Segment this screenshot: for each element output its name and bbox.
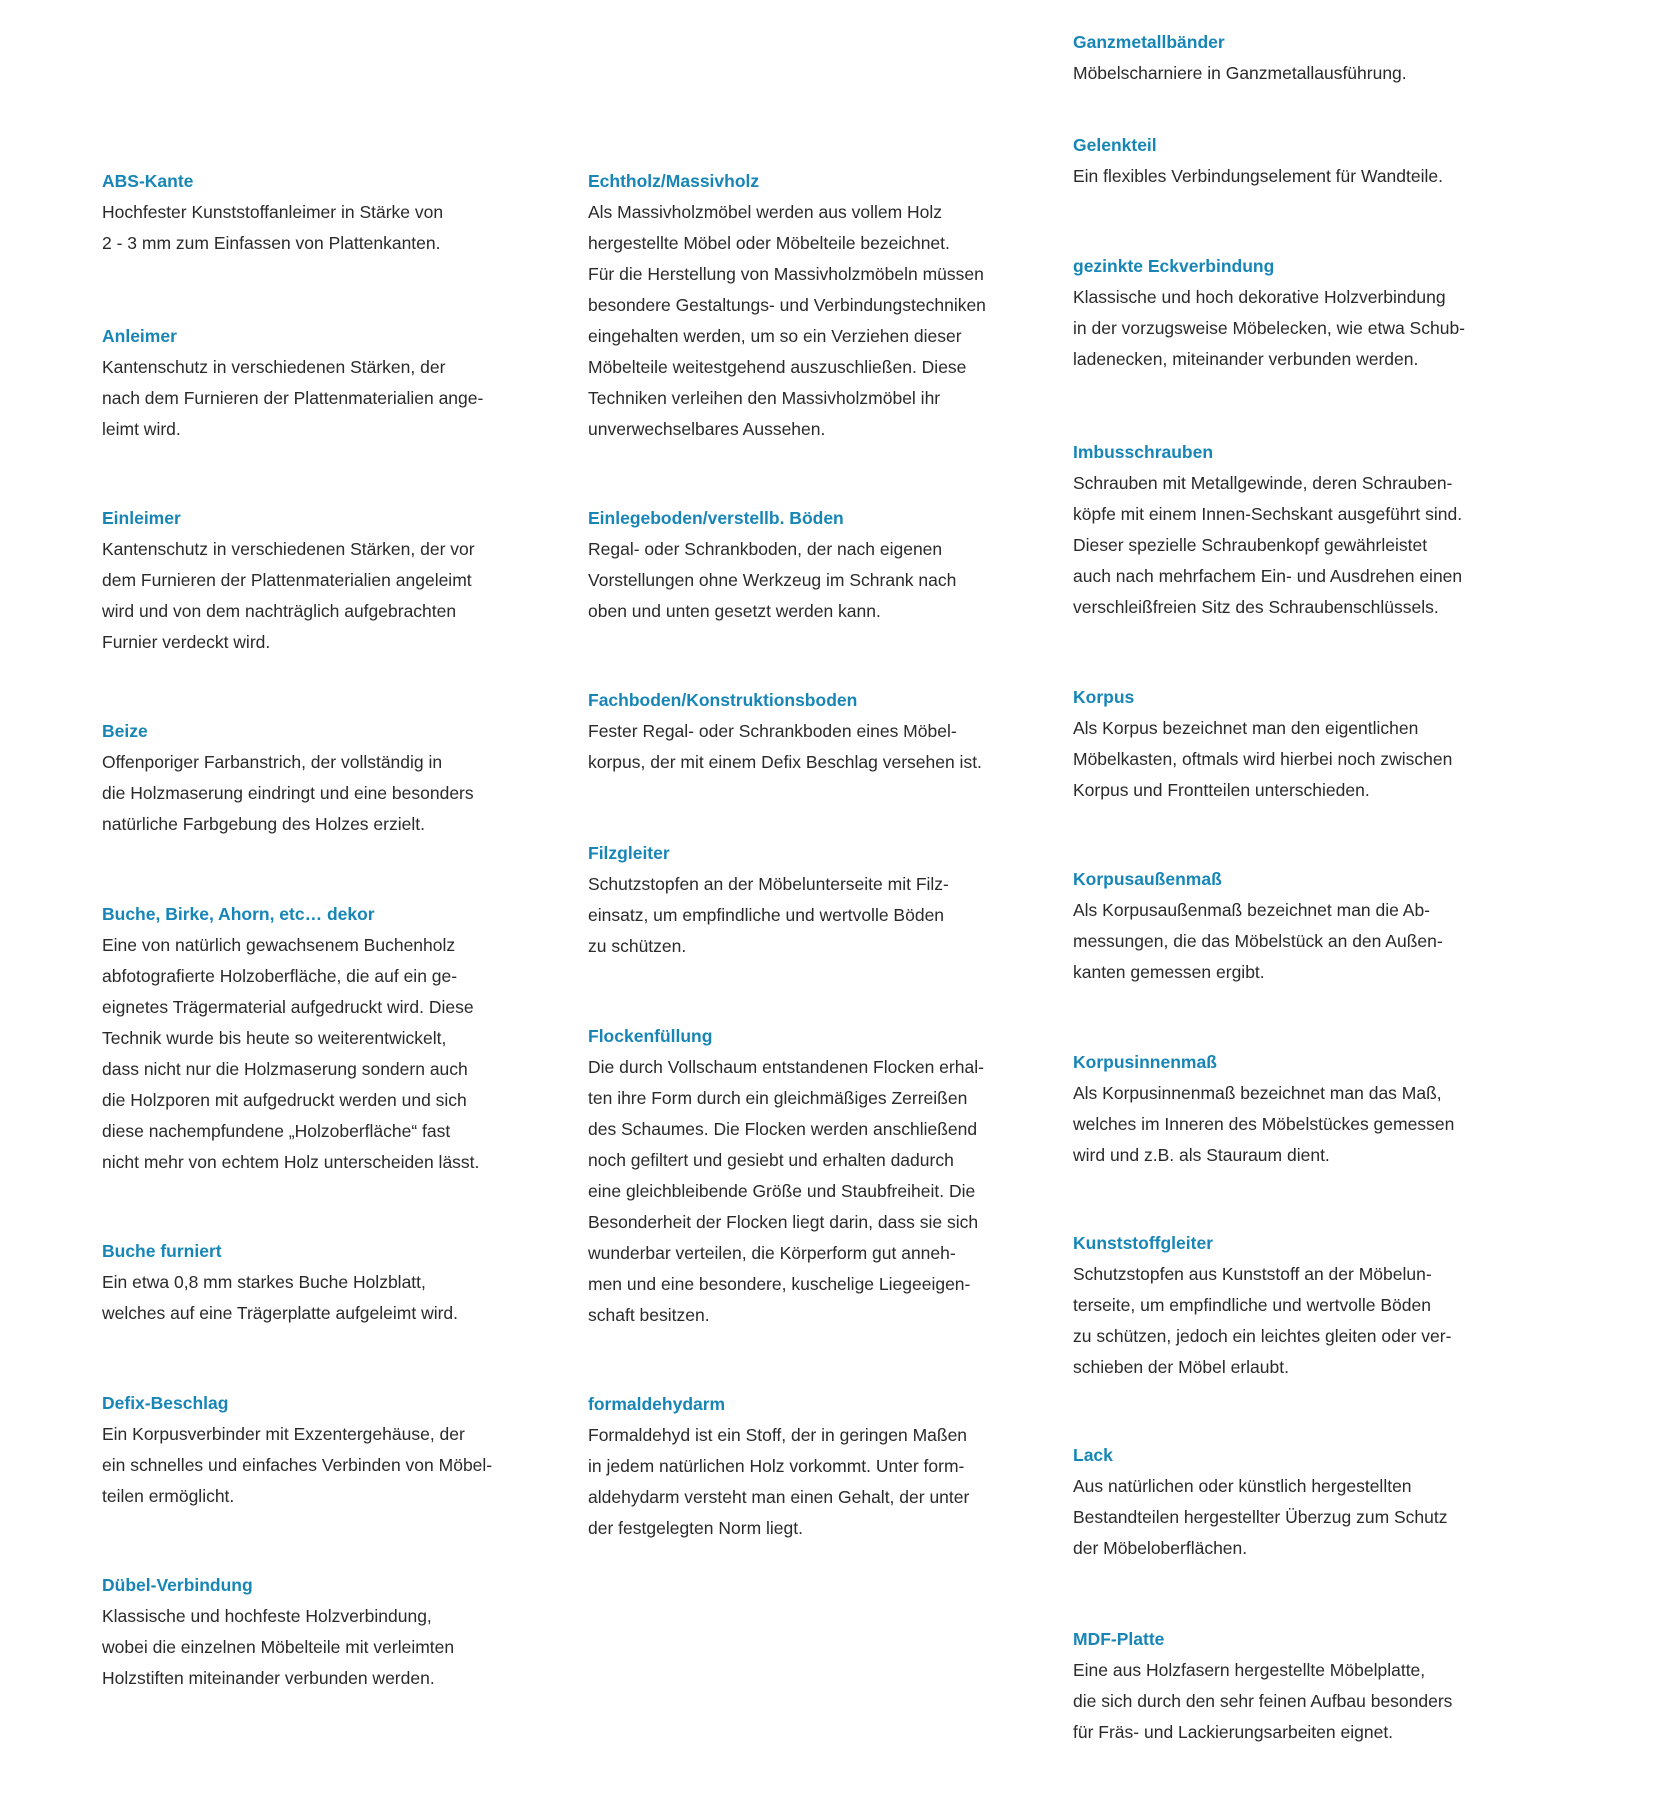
definition-line: Als Korpusinnenmaß bezeichnet man das Maß, (1073, 1083, 1442, 1103)
glossary-entry (588, 1389, 1018, 1544)
glossary-definition (588, 1052, 1018, 1331)
definition-line: men und eine besondere, kuschelige Liegeeigen- (588, 1274, 971, 1294)
definition-line: Als Korpusaußenmaß bezeichnet man die Ab- (1073, 900, 1430, 920)
definition-line: Technik wurde bis heute so weiterentwickelt, (102, 1028, 447, 1048)
definition-line: terseite, um empfindliche und wertvolle Böden (1073, 1295, 1431, 1315)
definition-line: köpfe mit einem Innen-Sechskant ausgeführt sind. (1073, 504, 1463, 524)
glossary-term: Ganzmetallbänder (1073, 32, 1225, 52)
definition-line: Formaldehyd ist ein Stoff, der in geringen Maßen (588, 1425, 968, 1445)
definition-line: Als Korpus bezeichnet man den eigentlichen (1073, 718, 1419, 738)
glossary-term: MDF-Platte (1073, 1629, 1165, 1649)
glossary-entry (102, 321, 532, 445)
definition-line: in jedem natürlichen Holz vorkommt. Unter form- (588, 1456, 965, 1476)
glossary-entry (1073, 1047, 1503, 1171)
definition-line: teilen ermöglicht. (102, 1486, 235, 1506)
definition-line: Korpus und Frontteilen unterschieden. (1073, 780, 1370, 800)
glossary-entry (1073, 130, 1503, 192)
glossary-term: Lack (1073, 1445, 1113, 1465)
glossary-entry (1073, 251, 1503, 375)
definition-line: Dieser spezielle Schraubenkopf gewährleistet (1073, 535, 1428, 555)
glossary-definition (1073, 58, 1503, 89)
definition-line: Die durch Vollschaum entstandenen Flocken erhal- (588, 1057, 984, 1077)
glossary-term: ABS-Kante (102, 171, 194, 191)
definition-line: des Schaumes. Die Flocken werden anschließend (588, 1119, 978, 1139)
definition-line: Eine von natürlich gewachsenem Buchenholz (102, 935, 456, 955)
glossary-definition (102, 747, 532, 840)
definition-line: Ein flexibles Verbindungselement für Wandteile. (1073, 166, 1443, 186)
definition-line: die Holzmaserung eindringt und eine besonders (102, 783, 474, 803)
definition-line: Fester Regal- oder Schrankboden eines Möbel- (588, 721, 957, 741)
glossary-term: Buche, Birke, Ahorn, etc… dekor (102, 904, 375, 924)
definition-line: eignetes Trägermaterial aufgedruckt wird. Diese (102, 997, 474, 1017)
glossary-definition (102, 1267, 532, 1329)
definition-line: korpus, der mit einem Defix Beschlag versehen ist. (588, 752, 982, 772)
glossary-term: Dübel-Verbindung (102, 1575, 253, 1595)
definition-line: Regal- oder Schrankboden, der nach eigenen (588, 539, 943, 559)
definition-line: verschleißfreien Sitz des Schraubenschlüssels. (1073, 597, 1439, 617)
definition-line: zu schützen, jedoch ein leichtes gleiten oder ver- (1073, 1326, 1452, 1346)
definition-line: einsatz, um empfindliche und wertvolle Böden (588, 905, 945, 925)
definition-line: Schutzstopfen aus Kunststoff an der Möbelun- (1073, 1264, 1432, 1284)
glossary-definition (588, 869, 1018, 962)
definition-line: ladenecken, miteinander verbunden werden. (1073, 349, 1419, 369)
glossary-definition (1073, 282, 1503, 375)
definition-line: die Holzporen mit aufgedruckt werden und sich (102, 1090, 467, 1110)
definition-line: messungen, die das Möbelstück an den Außen- (1073, 931, 1443, 951)
glossary-entry (1073, 682, 1503, 806)
definition-line: noch gefiltert und gesiebt und erhalten dadurch (588, 1150, 954, 1170)
glossary-entry (102, 503, 532, 658)
glossary-term: Kunststoffgleiter (1073, 1233, 1213, 1253)
definition-line: Ein Korpusverbinder mit Exzentergehäuse, der (102, 1424, 465, 1444)
definition-line: 2 - 3 mm zum Einfassen von Plattenkanten. (102, 233, 441, 253)
definition-line: auch nach mehrfachem Ein- und Ausdrehen einen (1073, 566, 1463, 586)
definition-line: diese nachempfundene „Holzoberfläche“ fast (102, 1121, 451, 1141)
glossary-entry (102, 899, 532, 1178)
definition-line: Möbelkasten, oftmals wird hierbei noch zwischen (1073, 749, 1453, 769)
definition-line: hergestellte Möbel oder Möbelteile bezeichnet. (588, 233, 950, 253)
glossary-term: Einleimer (102, 508, 181, 528)
definition-line: ein schnelles und einfaches Verbinden von Möbel- (102, 1455, 493, 1475)
glossary-entry (1073, 27, 1503, 89)
definition-line: Vorstellungen ohne Werkzeug im Schrank nach (588, 570, 957, 590)
definition-line: Furnier verdeckt wird. (102, 632, 271, 652)
definition-line: in der vorzugsweise Möbelecken, wie etwa Schub- (1073, 318, 1465, 338)
glossary-term: Einlegeboden/verstellb. Böden (588, 508, 844, 528)
glossary-definition (102, 197, 532, 259)
definition-line: Hochfester Kunststoffanleimer in Stärke von (102, 202, 444, 222)
definition-line: Offenporiger Farbanstrich, der vollständig in (102, 752, 443, 772)
glossary-term: Korpusaußenmaß (1073, 869, 1222, 889)
glossary-definition (588, 1420, 1018, 1544)
glossary-definition (588, 197, 1018, 445)
glossary-definition (1073, 1259, 1503, 1383)
glossary-definition (102, 352, 532, 445)
definition-line: Möbelscharniere in Ganzmetallausführung. (1073, 63, 1407, 83)
glossary-entry (102, 1388, 532, 1512)
glossary-term: Korpusinnenmaß (1073, 1052, 1217, 1072)
definition-line: Besonderheit der Flocken liegt darin, dass sie sich (588, 1212, 979, 1232)
glossary-term: Gelenkteil (1073, 135, 1157, 155)
definition-line: die sich durch den sehr feinen Aufbau besonders (1073, 1691, 1453, 1711)
glossary-term: Beize (102, 721, 148, 741)
definition-line: oben und unten gesetzt werden kann. (588, 601, 881, 621)
glossary-entry (1073, 1624, 1503, 1748)
glossary-entry (588, 503, 1018, 627)
definition-line: aldehydarm versteht man einen Gehalt, der unter (588, 1487, 970, 1507)
definition-line: Kantenschutz in verschiedenen Stärken, der vor (102, 539, 475, 559)
definition-line: der Möbeloberflächen. (1073, 1538, 1248, 1558)
definition-line: welches auf eine Trägerplatte aufgeleimt wird. (102, 1303, 459, 1323)
definition-line: Kantenschutz in verschiedenen Stärken, der (102, 357, 446, 377)
glossary-entry (102, 1570, 532, 1694)
definition-line: der festgelegten Norm liegt. (588, 1518, 803, 1538)
glossary-term: formaldehydarm (588, 1394, 726, 1414)
glossary-entry (588, 1021, 1018, 1331)
glossary-term: Flockenfüllung (588, 1026, 713, 1046)
definition-line: leimt wird. (102, 419, 181, 439)
glossary-definition (1073, 1655, 1503, 1748)
definition-line: schieben der Möbel erlaubt. (1073, 1357, 1289, 1377)
glossary-definition (1073, 1471, 1503, 1564)
definition-line: Für die Herstellung von Massivholzmöbeln müssen (588, 264, 984, 284)
definition-line: zu schützen. (588, 936, 687, 956)
definition-line: kanten gemessen ergibt. (1073, 962, 1265, 982)
glossary-definition (102, 1601, 532, 1694)
definition-line: Klassische und hoch dekorative Holzverbindung (1073, 287, 1446, 307)
definition-line: dem Furnieren der Plattenmaterialien angeleimt (102, 570, 472, 590)
glossary-term: gezinkte Eckverbindung (1073, 256, 1275, 276)
glossary-entry (102, 166, 532, 259)
glossary-entry (1073, 437, 1503, 623)
glossary-entry (102, 1236, 532, 1329)
definition-line: Als Massivholzmöbel werden aus vollem Holz (588, 202, 943, 222)
definition-line: Ein etwa 0,8 mm starkes Buche Holzblatt, (102, 1272, 426, 1292)
glossary-definition (1073, 1078, 1503, 1171)
glossary-definition (1073, 895, 1503, 988)
definition-line: ten ihre Form durch ein gleichmäßiges Zerreißen (588, 1088, 968, 1108)
glossary-term: Imbusschrauben (1073, 442, 1214, 462)
glossary-entry (588, 685, 1018, 778)
glossary-definition (102, 534, 532, 658)
definition-line: dass nicht nur die Holzmaserung sondern auch (102, 1059, 468, 1079)
definition-line: eine gleichbleibende Größe und Staubfreiheit. Die (588, 1181, 976, 1201)
definition-line: natürliche Farbgebung des Holzes erzielt. (102, 814, 425, 834)
glossary-entry (588, 166, 1018, 445)
definition-line: wird und von dem nachträglich aufgebrachten (102, 601, 457, 621)
definition-line: unverwechselbares Aussehen. (588, 419, 826, 439)
definition-line: Bestandteilen hergestellter Überzug zum Schutz (1073, 1507, 1448, 1527)
glossary-definition (102, 1419, 532, 1512)
definition-line: Aus natürlichen oder künstlich hergestellten (1073, 1476, 1412, 1496)
glossary-term: Defix-Beschlag (102, 1393, 229, 1413)
definition-line: für Fräs- und Lackierungsarbeiten eignet. (1073, 1722, 1394, 1742)
glossary-definition (1073, 161, 1503, 192)
definition-line: nach dem Furnieren der Plattenmaterialien ange- (102, 388, 484, 408)
glossary-definition (1073, 713, 1503, 806)
definition-line: wird und z.B. als Stauraum dient. (1073, 1145, 1330, 1165)
glossary-entry (588, 838, 1018, 962)
definition-line: schaft besitzen. (588, 1305, 710, 1325)
definition-line: welches im Inneren des Möbelstückes gemessen (1073, 1114, 1455, 1134)
definition-line: Schrauben mit Metallgewinde, deren Schrauben- (1073, 473, 1453, 493)
glossary-definition (102, 930, 532, 1178)
definition-line: Schutzstopfen an der Möbelunterseite mit Filz- (588, 874, 949, 894)
definition-line: Möbelteile weitestgehend auszuschließen. Diese (588, 357, 967, 377)
definition-line: wunderbar verteilen, die Körperform gut anneh- (588, 1243, 956, 1263)
glossary-definition (588, 716, 1018, 778)
glossary-definition (1073, 468, 1503, 623)
glossary-term: Buche furniert (102, 1241, 222, 1261)
glossary-definition (588, 534, 1018, 627)
definition-line: Eine aus Holzfasern hergestellte Möbelplatte, (1073, 1660, 1426, 1680)
glossary-term: Filzgleiter (588, 843, 670, 863)
glossary-term: Echtholz/Massivholz (588, 171, 760, 191)
glossary-term: Korpus (1073, 687, 1135, 707)
glossary-entry (1073, 1440, 1503, 1564)
definition-line: eingehalten werden, um so ein Verziehen dieser (588, 326, 962, 346)
glossary-entry (1073, 864, 1503, 988)
definition-line: nicht mehr von echtem Holz unterscheiden lässt. (102, 1152, 480, 1172)
definition-line: Techniken verleihen den Massivholzmöbel ihr (588, 388, 941, 408)
glossary-term: Fachboden/Konstruktionsboden (588, 690, 858, 710)
glossary-entry (102, 716, 532, 840)
definition-line: Holzstiften miteinander verbunden werden. (102, 1668, 435, 1688)
definition-line: abfotografierte Holzoberfläche, die auf ein ge- (102, 966, 458, 986)
definition-line: besondere Gestaltungs- und Verbindungstechniken (588, 295, 986, 315)
definition-line: wobei die einzelnen Möbelteile mit verleimten (102, 1637, 455, 1657)
glossary-term: Anleimer (102, 326, 177, 346)
glossary-entry (1073, 1228, 1503, 1383)
definition-line: Klassische und hochfeste Holzverbindung, (102, 1606, 432, 1626)
